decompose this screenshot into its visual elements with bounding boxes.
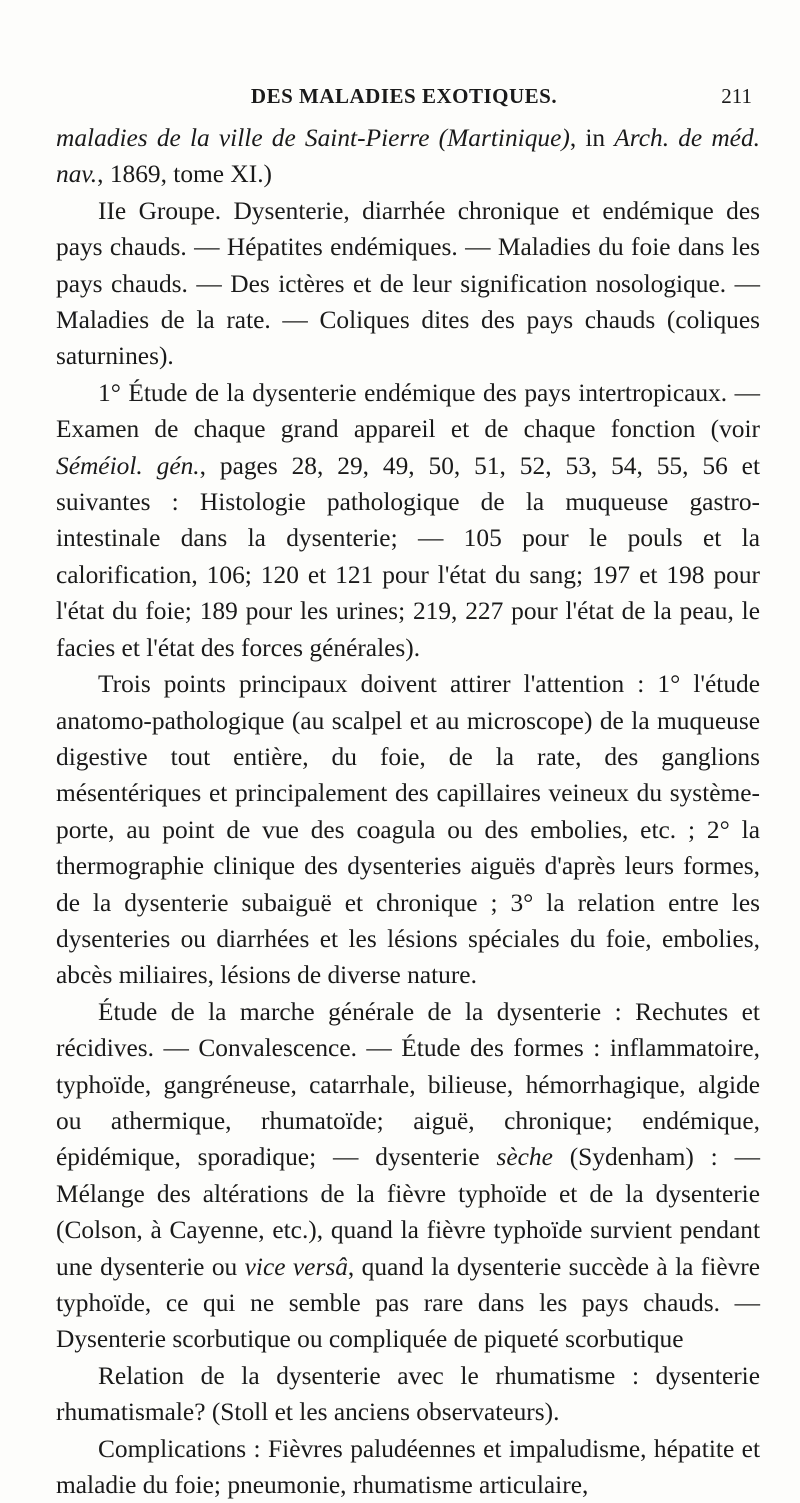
running-head: [56, 84, 752, 114]
paragraph-5: [56, 994, 760, 1358]
text-segment: Trois points principaux doivent attirer l'attention : 1° l'étude anatomo-pathologique (au scalpel et au microscope) de la muqueuse digestive tout entière, du foie, de la rate, des ganglions mésentériques et principalement des capillaires veineux du système-porte, au point de vue des coagula ou des embolies, etc. ; 2° la thermographie clinique des dysenteries aiguës d'après leurs formes, de la dysenterie subaiguë et chronique ; 3° la relation entre les dysenteries ou diarrhées et les lésions spéciales du foie, embolies, abcès miliaires, lésions de diverse nature.: [56, 670, 760, 990]
page-number: 211: [721, 84, 752, 108]
text-segment: 1° Étude de la dysenterie endémique des pays intertropicaux. — Examen de chaque grand appareil et de chaque fonction (voir: [56, 378, 760, 444]
text-segment: Étude de la marche générale de la dysenterie : Rechutes et récidives. — Convalescence. — Étude des formes : inflammatoire, typhoïde, gangréneuse, catarrhale, bilieuse, hémorrhagique, algide ou athermique, rhumatoïde; aiguë, chronique; endémique, épidémique, sporadique; — dysenterie: [56, 997, 760, 1172]
paragraph-2: [56, 193, 760, 375]
body-text: [56, 120, 760, 1503]
paragraph-4: [56, 666, 760, 994]
text-segment: , 1869, tome XI.): [97, 160, 273, 189]
paragraph-7: [56, 1431, 760, 1503]
text-segment: (Sydenham) : — Mélange des altérations de la fièvre typhoïde et de la dysenterie (Colson, à Cayenne, etc.), quand la fièvre typhoïde survient pendant une dysenterie ou: [56, 1143, 760, 1281]
text-segment: , pages 28, 29, 49, 50, 51, 52, 53, 54, 55, 56 et suivantes : Histologie pathologique de la muqueuse gastro-intestinale dans la dysenterie; — 105 pour le pouls et la calorification, 106; 120 et 121 pour l'état du sang; 197 et 198 pour l'état du foie; 189 pour les urines; 219, 227 pour l'état de la peau, le facies et l'état des forces générales).: [56, 451, 760, 662]
italic-term: sèche: [496, 1143, 553, 1172]
text-segment: , quand la dysenterie succède à la fièvre typhoïde, ce qui ne semble pas rare dans les pays chauds. — Dysenterie scorbutique ou compliquée de piqueté scorbutique: [56, 1252, 761, 1354]
paragraph-3: [56, 375, 760, 666]
text-segment: Complications : Fièvres paludéennes et impaludisme, hépatite et maladie du foie; pneumonie, rhumatisme articulaire,: [56, 1434, 760, 1500]
paragraph-1: [56, 120, 760, 193]
italic-term: vice versâ: [244, 1252, 348, 1281]
citation-title: maladies de la ville de Saint-Pierre (Martinique): [56, 124, 570, 152]
text-segment: , in: [569, 124, 615, 152]
paragraph-6: [56, 1358, 760, 1431]
running-title: DES MALADIES EXOTIQUES.: [250, 84, 558, 108]
text-segment: Relation de la dysenterie avec le rhumatisme : dysenterie rhumatismale? (Stoll et les anciens observateurs).: [56, 1361, 760, 1427]
text-segment: IIe Groupe. Dysenterie, diarrhée chronique et endémique des pays chauds. — Hépatites endémiques. — Maladies du foie dans les pays chauds. — Des ictères et de leur signification nosologique. — Maladies de la rate. — Coliques dites des pays chauds (coliques saturnines).: [56, 196, 760, 371]
reference-title: Séméiol. gén.: [56, 451, 200, 480]
journal-title: Arch. de méd. nav.: [56, 124, 760, 189]
